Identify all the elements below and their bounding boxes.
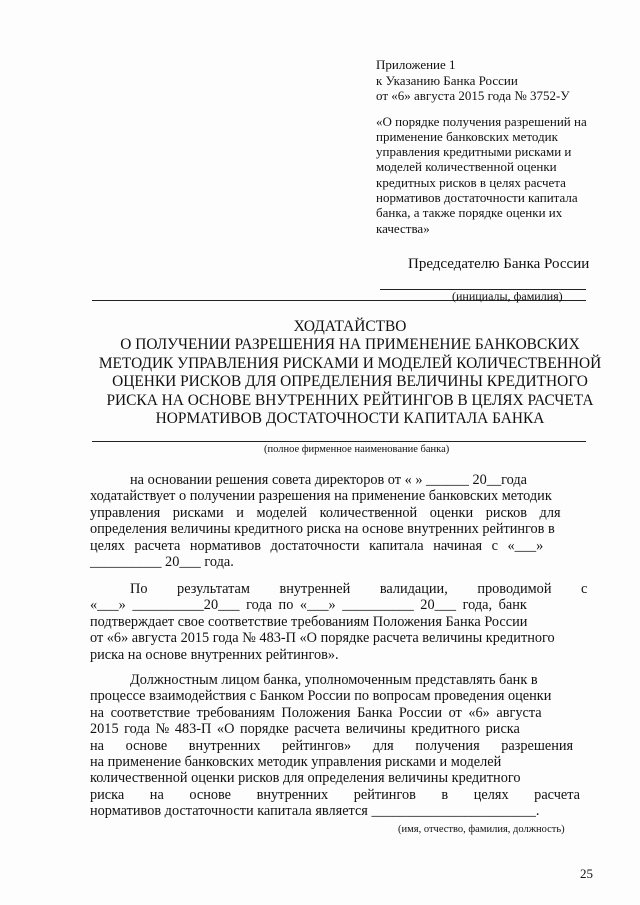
quote-line: применение банковских методик	[376, 128, 558, 144]
quote-line: нормативов достаточности капитала	[376, 189, 578, 205]
text-line: По результатам внутренней валидации, проводимой с	[130, 581, 588, 597]
text-line: на применение банковских методик управления рисками и моделей	[90, 754, 502, 771]
appendix-quote	[376, 114, 616, 236]
title-line: ХОДАТАЙСТВО	[293, 318, 407, 335]
text-line: нормативов достаточности капитала является _______________________.	[90, 803, 540, 820]
quote-line: «О порядке получения разрешений на	[376, 113, 587, 129]
text-line: на соответствие требованиям Положения Банка России от «6» августа	[90, 704, 542, 721]
text-line: определения величины кредитного риска на основе внутренних рейтингов в	[90, 521, 555, 538]
addressee-caption: (инициалы, фамилия)	[452, 289, 563, 303]
text-line: управления рисками и моделей количественной оценки рисков для	[90, 504, 561, 521]
paragraph-3	[90, 672, 588, 820]
title-line: РИСКА НА ОСНОВЕ ВНУТРЕННИХ РЕЙТИНГОВ В ЦЕЛЯХ РАСЧЕТА	[106, 391, 594, 409]
title-line: ОЦЕНКИ РИСКОВ ДЛЯ ОПРЕДЕЛЕНИЯ ВЕЛИЧИНЫ КРЕДИТНОГО	[112, 373, 588, 391]
document-title	[60, 318, 640, 428]
text-line: «___» __________20___ года по «___» __________ 20___ года, банк	[90, 597, 527, 614]
text-line: 2015 года № 483-П «О порядке расчета величины кредитного риска	[90, 721, 520, 738]
appendix-line: Приложение 1	[376, 57, 456, 72]
quote-line: банка, а также порядке оценки их	[376, 205, 563, 221]
text-line: на основе внутренних рейтингов» для получения разрешения	[90, 737, 574, 754]
title-line: О ПОЛУЧЕНИИ РАЗРЕШЕНИЯ НА ПРИМЕНЕНИЕ БАНКОВСКИХ	[120, 336, 580, 354]
text-line: целях расчета нормативов достаточности капитала начиная с «___»	[90, 537, 544, 554]
official-caption: (имя, отчество, фамилия, должность)	[398, 824, 565, 835]
quote-line: кредитных рисков в целях расчета	[376, 174, 566, 190]
bank-name-caption: (полное фирменное наименование банка)	[264, 444, 450, 455]
text-line: процессе взаимодействия с Банком России по вопросам проведения оценки	[90, 688, 552, 705]
text-line: риска на основе внутренних рейтингов».	[90, 646, 339, 663]
text-line: на основании решения совета директоров от « » ______ 20__года	[130, 472, 527, 488]
text-line: риска на основе внутренних рейтингов в целях расчета	[90, 786, 581, 803]
text-line: от «6» августа 2015 года № 483-П «О порядке расчета величины кредитного	[90, 630, 555, 647]
appendix-line: к Указанию Банка России	[376, 72, 518, 88]
text-line: ходатайствует о получении разрешения на применение банковских методик	[90, 488, 552, 505]
text-line: __________ 20___ года.	[90, 554, 234, 571]
paragraph-1	[90, 472, 588, 570]
quote-line: качества»	[376, 220, 430, 236]
title-line: МЕТОДИК УПРАВЛЕНИЯ РИСКАМИ И МОДЕЛЕЙ КОЛИЧЕСТВЕННОЙ	[98, 354, 602, 372]
appendix-block	[376, 57, 616, 236]
paragraph-2	[90, 581, 588, 663]
quote-line: управления кредитными рисками и	[376, 144, 572, 160]
quote-line: моделей количественной оценки	[376, 159, 557, 175]
appendix-line: от «6» августа 2015 года № 3752-У	[376, 88, 570, 103]
page-number: 25	[580, 866, 593, 881]
text-line: подтверждает свое соответствие требованиям Положения Банка России	[90, 613, 528, 630]
bank-name-line	[92, 441, 586, 442]
title-line: НОРМАТИВОВ ДОСТАТОЧНОСТИ КАПИТАЛА БАНКА	[155, 410, 545, 428]
addressee: Председателю Банка России	[408, 256, 590, 272]
text-line: Должностным лицом банка, уполномоченным представлять банк в	[130, 672, 538, 688]
text-line: количественной оценки рисков для определения величины кредитного	[90, 770, 521, 787]
